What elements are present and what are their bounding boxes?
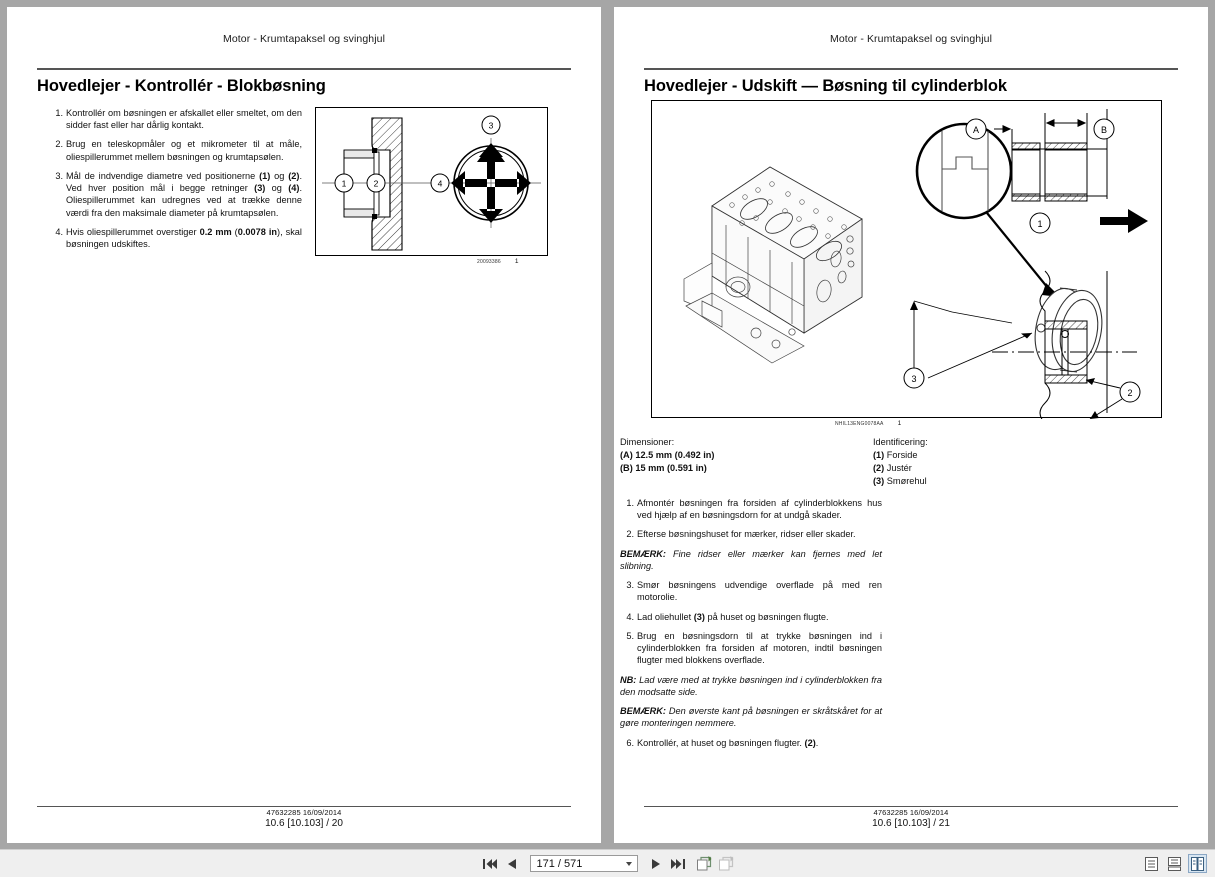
list-item-number: 6.: [626, 737, 634, 748]
identification-heading: Identificering:: [873, 437, 928, 447]
toolbar-navigation-group: [479, 853, 737, 874]
identification-row-value: Smørehul: [886, 476, 927, 487]
running-header: Motor - Krumtapaksel og svinghjul: [829, 33, 993, 45]
identification-row-value: Forside: [886, 450, 918, 461]
svg-text:1: 1: [341, 178, 347, 189]
svg-text:4: 4: [437, 178, 443, 189]
list-item-text: Lad oliehullet (3) på huset og bøsningen flugte.: [637, 611, 829, 622]
identification-block: [873, 436, 928, 488]
list-item-number: 4.: [626, 611, 634, 622]
previous-page-button[interactable]: [502, 853, 522, 874]
last-page-icon: [671, 858, 685, 870]
svg-text:2: 2: [1127, 387, 1133, 398]
single-page-view-button[interactable]: [1142, 854, 1161, 873]
svg-text:1: 1: [1037, 218, 1043, 229]
footer-page-ref: 10.6 [10.103] / 20: [265, 818, 343, 829]
figure-number: 1: [897, 420, 902, 427]
figure-number: 1: [514, 258, 519, 265]
identification-row-key: (1): [873, 450, 885, 461]
figure-bushing-replacement: [651, 100, 1162, 418]
dimensions-row: [620, 449, 714, 462]
list-item: [49, 170, 302, 219]
note-block: [620, 705, 882, 729]
dimensions-row-value: 15 mm (0.591 in): [635, 463, 707, 474]
dimensions-block: [620, 436, 714, 475]
figure-bearing-measurement-svg: [316, 108, 549, 257]
svg-text:2: 2: [373, 178, 379, 189]
identification-row-value: Justér: [886, 463, 912, 474]
note-lead: NB:: [620, 674, 637, 685]
note-block: [620, 548, 882, 572]
instruction-list: [49, 107, 302, 257]
identification-row-key: (3): [873, 476, 885, 487]
page-number-input[interactable]: [530, 855, 638, 872]
single-page-view-icon: [1145, 857, 1158, 871]
figure-caption: [835, 420, 901, 427]
running-header: Motor - Krumtapaksel og svinghjul: [222, 33, 386, 45]
list-item-text: Mål de indvendige diametre ved positionerne (1) og (2). Ved hver position mål i begge retninger (3) og (4). Oliespillerummet kan udregnes ved at trække denne værdi fra den maksimale diameter på krumtapsølen.: [66, 170, 302, 218]
page-title: Hovedlejer - Kontrollér - Blokbøsning: [37, 77, 326, 95]
identification-row: [873, 449, 928, 462]
continuous-page-view-icon: [1168, 857, 1181, 871]
list-item-text: Hvis oliespillerummet overstiger 0.2 mm (0.0078 in), skal bøsningen udskiftes.: [66, 226, 302, 250]
chevron-down-icon[interactable]: [626, 862, 632, 866]
svg-text:B: B: [1100, 124, 1108, 135]
first-page-icon: [483, 858, 497, 870]
page-footer: [37, 808, 571, 829]
note-block: [620, 674, 882, 698]
figure-caption: [477, 258, 519, 265]
go-back-icon: [696, 856, 712, 871]
note-lead: BEMÆRK:: [620, 706, 666, 717]
svg-text:A: A: [972, 124, 980, 135]
dimensions-row-value: 12.5 mm (0.492 in): [635, 450, 715, 461]
dimensions-row-key: (B): [620, 463, 633, 474]
list-item-number: 1.: [626, 498, 634, 508]
list-item-text: Kontrollér om bøsningen er afskallet eller smeltet, om den sidder fast eller har dårlig kontakt.: [66, 108, 302, 131]
figure-bearing-measurement: [315, 107, 548, 256]
header-rule: [37, 68, 571, 70]
figure-caption-id: 20093386: [477, 259, 501, 265]
list-item: [620, 611, 882, 623]
next-page-icon: [650, 858, 662, 870]
document-page-left[interactable]: [7, 7, 601, 843]
dimensions-heading: Dimensioner:: [620, 437, 675, 447]
list-item-number: 5.: [626, 630, 634, 641]
viewer-toolbar: [0, 849, 1215, 877]
note-text: Fine ridser eller mærker kan fjernes med let slibning.: [620, 548, 882, 571]
list-item-text: Smør bøsningens udvendige overflade på med ren motorolie.: [637, 580, 882, 603]
previous-page-icon: [506, 858, 518, 870]
page-footer: [644, 808, 1178, 829]
toolbar-view-mode-group: [1142, 854, 1207, 873]
footer-doc-id: 47632285 16/09/2014: [266, 808, 342, 817]
list-item-number: 3.: [626, 580, 634, 591]
list-item: [49, 226, 302, 250]
facing-pages-view-icon: [1191, 857, 1204, 871]
list-item-text: Brug en teleskopmåler og et mikrometer til at måle, oliespillerummet mellem bøsningen og krumtapsølen.: [66, 139, 302, 162]
figure-bushing-replacement-svg: [652, 101, 1163, 419]
page-number-value[interactable]: 171 / 571: [536, 857, 583, 870]
dimensions-row: [620, 462, 714, 475]
footer-rule: [37, 806, 571, 808]
list-item: [620, 528, 882, 540]
identification-row: [873, 462, 928, 475]
svg-text:3: 3: [911, 373, 917, 384]
list-item-text: Brug en bøsningsdorn til at trykke bøsningen ind i cylinderblokken fra forsiden af motoren, indtil bøsningen flugter med blokkens overflade.: [637, 630, 882, 666]
list-item-number: 1.: [55, 108, 63, 118]
list-item: [49, 138, 302, 162]
list-item-text: Efterse bøsningshuset for mærker, ridser eller skader.: [637, 529, 856, 540]
list-item-number: 3.: [55, 170, 63, 181]
page-title: Hovedlejer - Udskift — Bøsning til cylinderblok: [644, 77, 1007, 95]
svg-text:3: 3: [488, 120, 494, 131]
list-item: [49, 107, 302, 131]
dimensions-row-key: (A): [620, 450, 633, 461]
go-forward-icon: [718, 856, 734, 871]
note-text: Den øverste kant på bøsningen er skråtskåret for at gøre monteringen nemmere.: [620, 706, 882, 729]
first-page-button[interactable]: [480, 853, 500, 874]
footer-rule: [644, 806, 1178, 808]
note-text: Lad være med at trykke bøsningen ind i cylinderblokken fra den modsatte side.: [620, 674, 882, 697]
list-item-text: Afmontér bøsningen fra forsiden af cylinderblokkens hus ved hjælp af en bøsningsdorn for at undgå skader.: [637, 498, 882, 521]
last-page-button[interactable]: [668, 853, 688, 874]
list-item-number: 4.: [55, 226, 63, 237]
list-item-number: 2.: [626, 529, 634, 540]
list-item-text: Kontrollér, at huset og bøsningen flugter. (2).: [637, 737, 819, 748]
identification-row: [873, 475, 928, 488]
continuous-page-view-button[interactable]: [1165, 854, 1184, 873]
footer-page-ref: 10.6 [10.103] / 21: [872, 818, 950, 829]
next-page-button[interactable]: [646, 853, 666, 874]
facing-pages-view-button[interactable]: [1188, 854, 1207, 873]
go-forward-button[interactable]: [716, 853, 736, 874]
list-item-number: 2.: [55, 139, 63, 150]
document-page-right[interactable]: [614, 7, 1208, 843]
figure-caption-id: NHIL13ENG0078AA: [835, 421, 884, 427]
list-item: [620, 497, 882, 521]
go-back-button[interactable]: [694, 853, 714, 874]
footer-doc-id: 47632285 16/09/2014: [873, 808, 949, 817]
list-item: [620, 630, 882, 667]
list-item: [620, 579, 882, 603]
list-item: [620, 737, 882, 749]
instruction-list: [620, 497, 882, 756]
header-rule: [644, 68, 1178, 70]
identification-row-key: (2): [873, 463, 885, 474]
note-lead: BEMÆRK:: [620, 548, 666, 559]
